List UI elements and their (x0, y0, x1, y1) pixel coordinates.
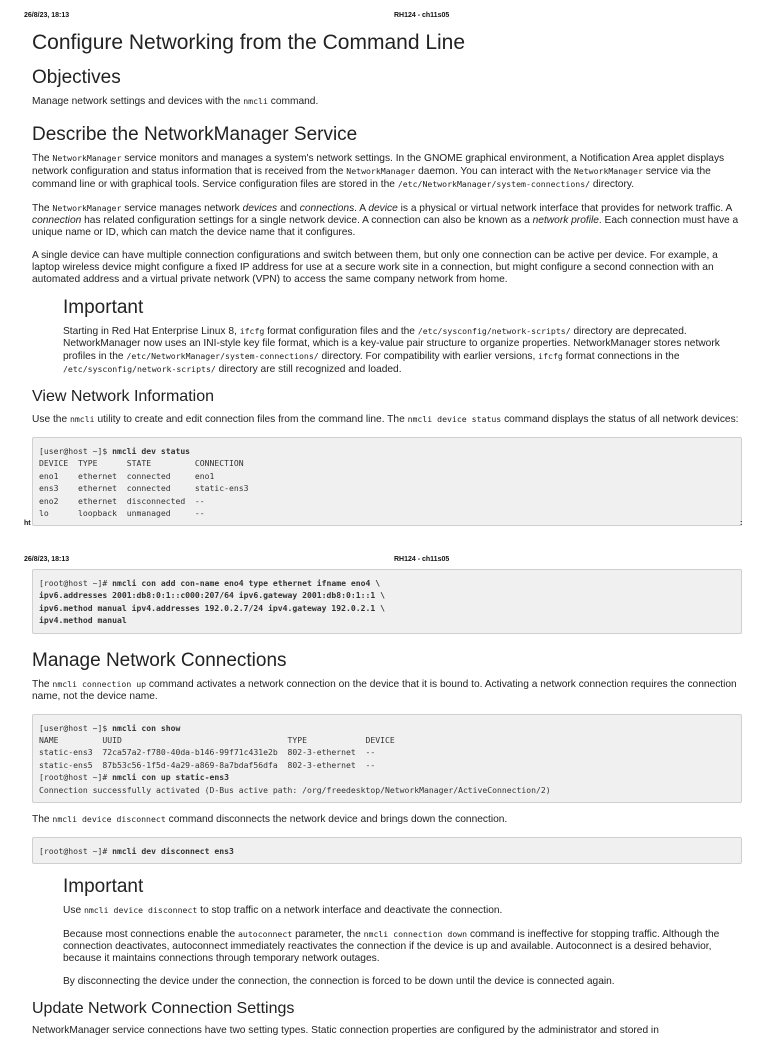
print-page-title: RH124 - ch11s05 (394, 556, 450, 563)
code-output-line: Connection successfully activated (D-Bus active path: /org/freedesktop/NetworkManager/ActiveConnection/2) (39, 784, 551, 795)
clipped-footer-left: ht (24, 520, 31, 527)
print-datetime: 26/8/23, 18:13 (24, 12, 70, 19)
view-text: Use the nmcli utility to create and edit connection files from the command line. The nmcli device status command displays the status of all network devices: (32, 414, 739, 425)
code-command-line: ipv4.method manual (39, 615, 127, 626)
print-header-2 (24, 556, 744, 566)
code-output-line: static-ens3 72ca57a2-f780-40da-b146-99f71c431e2b 802-3-ethernet -- (39, 747, 376, 758)
objectives-heading: Objectives (32, 67, 121, 88)
code-command-line: [user@host ~]$ nmcli dev status (39, 446, 191, 456)
code-output-line: eno1 ethernet connected eno1 (39, 470, 215, 481)
code-command-line: [root@host ~]# nmcli dev disconnect ens3 (39, 846, 234, 857)
code-command-line: ipv6.addresses 2001:db8:0:1::c000:207/64 ipv6.gateway 2001:db8:0:1::1 \ (39, 590, 385, 601)
page-2-content (32, 569, 742, 1048)
manage-text: The nmcli connection up command activates a network connection on the device that it is bound to. Activating a network connection requires the connection name, not the device name. (32, 678, 737, 702)
important-admonition (63, 297, 742, 376)
code-command-line: ipv6.method manual ipv4.addresses 192.0.2.7/24 ipv4.gateway 192.0.2.1 \ (39, 602, 385, 613)
describe-paragraph-3: A single device can have multiple connection configurations and switch between them, but only one connection can be active per device. For example, a laptop wireless device might configure a fixed IP address for use at a secure work site in a connection, but might configure a second connection with an automated address and a virtual private network (VPN) to access the same company network from home. (32, 250, 718, 285)
code-block-con-add[interactable] (32, 569, 742, 634)
print-header (24, 12, 744, 22)
disconnect-text: The nmcli device disconnect command disconnects the network device and brings down the connection. (32, 814, 508, 826)
view-heading: View Network Information (32, 388, 214, 405)
describe-heading: Describe the NetworkManager Service (32, 124, 358, 145)
describe-paragraph-1: The NetworkManager service monitors and manages a system's network settings. In the GNOME graphical environment, a Notification Area applet displays network configuration and status information that is received from the NetworkManager daemon. You can interact with the NetworkManager service via the command line or with graphical tools. Service configuration files are stored in the /etc/NetworkManager/system-connections/ directory. (32, 153, 725, 190)
important-admonition-2 (63, 876, 742, 988)
code-command-line: [root@host ~]# nmcli con up static-ens3 (39, 772, 230, 783)
important-text-3: By disconnecting the device under the connection, the connection is forced to be down until the device is connected again. (63, 976, 615, 988)
code-output-line: lo loopback unmanaged -- (39, 508, 205, 519)
important-text-2: Because most connections enable the autoconnect parameter, the nmcli connection down command is ineffective for stopping traffic. Although the connection deactivates, autoconnect immediately reactivates the connection if the device is up and available. Autoconnect is a desired behavior, because it maintains connections through temporary network outages. (63, 929, 720, 965)
important-heading: Important (63, 297, 144, 318)
code-output-line: eno2 ethernet disconnected -- (39, 495, 205, 506)
code-output-line: DEVICE TYPE STATE CONNECTION (39, 458, 244, 469)
print-datetime: 26/8/23, 18:13 (24, 556, 70, 563)
important-text-1: Use nmcli device disconnect to stop traffic on a network interface and deactivate the connection. (63, 905, 503, 917)
code-command-line: [root@host ~]# nmcli con add con-name eno4 type ethernet ifname eno4 \ (39, 578, 381, 588)
clipped-footer-right: : (740, 520, 743, 527)
manage-heading: Manage Network Connections (32, 649, 287, 671)
code-block-dev-status[interactable] (32, 437, 742, 526)
code-command-line: [user@host ~]$ nmcli con show (39, 722, 181, 733)
code-output-line: NAME UUID TYPE DEVICE (39, 735, 395, 746)
important-text: Starting in Red Hat Enterprise Linux 8, ifcfg format configuration files and the /etc/sysconfig/network-scripts/ directory are deprecated. NetworkManager now uses an INI-style key file format, which is a key-value pair structure to organize properties. NetworkManager stores network profiles in the /etc/NetworkManager/system-connections/ directory. For compatibility with earlier versions, ifcfg format connections in the /etc/sysconfig/network-scripts/ directory are still recognized and loaded. (63, 326, 720, 375)
update-text: NetworkManager service connections have two setting types. Static connection properties are configured by the administrator and stored in (32, 1025, 659, 1037)
code-block-dev-disconnect[interactable] (32, 837, 742, 864)
print-page-title: RH124 - ch11s05 (394, 12, 450, 19)
page-title: Configure Networking from the Command Line (32, 31, 466, 54)
page-1-content (32, 30, 742, 536)
update-heading: Update Network Connection Settings (32, 1000, 295, 1018)
code-output-line: static-ens5 87b53c56-1f5d-4a29-a869-8a7bdaf56dfa 802-3-ethernet -- (39, 759, 376, 770)
important-heading: Important (63, 876, 144, 898)
code-block-con-show[interactable] (32, 714, 742, 803)
code-output-line: ens3 ethernet connected static-ens3 (39, 483, 249, 494)
objectives-text: Manage network settings and devices with the nmcli command. (32, 96, 319, 107)
describe-paragraph-2: The NetworkManager service manages network devices and connections. A device is a physical or virtual network interface that provides for network traffic. A connection has related configuration settings for a single network device. A connection can also be known as a network profile. Each connection must have a unique name or ID, which can match the device name that it configures. (32, 203, 739, 238)
